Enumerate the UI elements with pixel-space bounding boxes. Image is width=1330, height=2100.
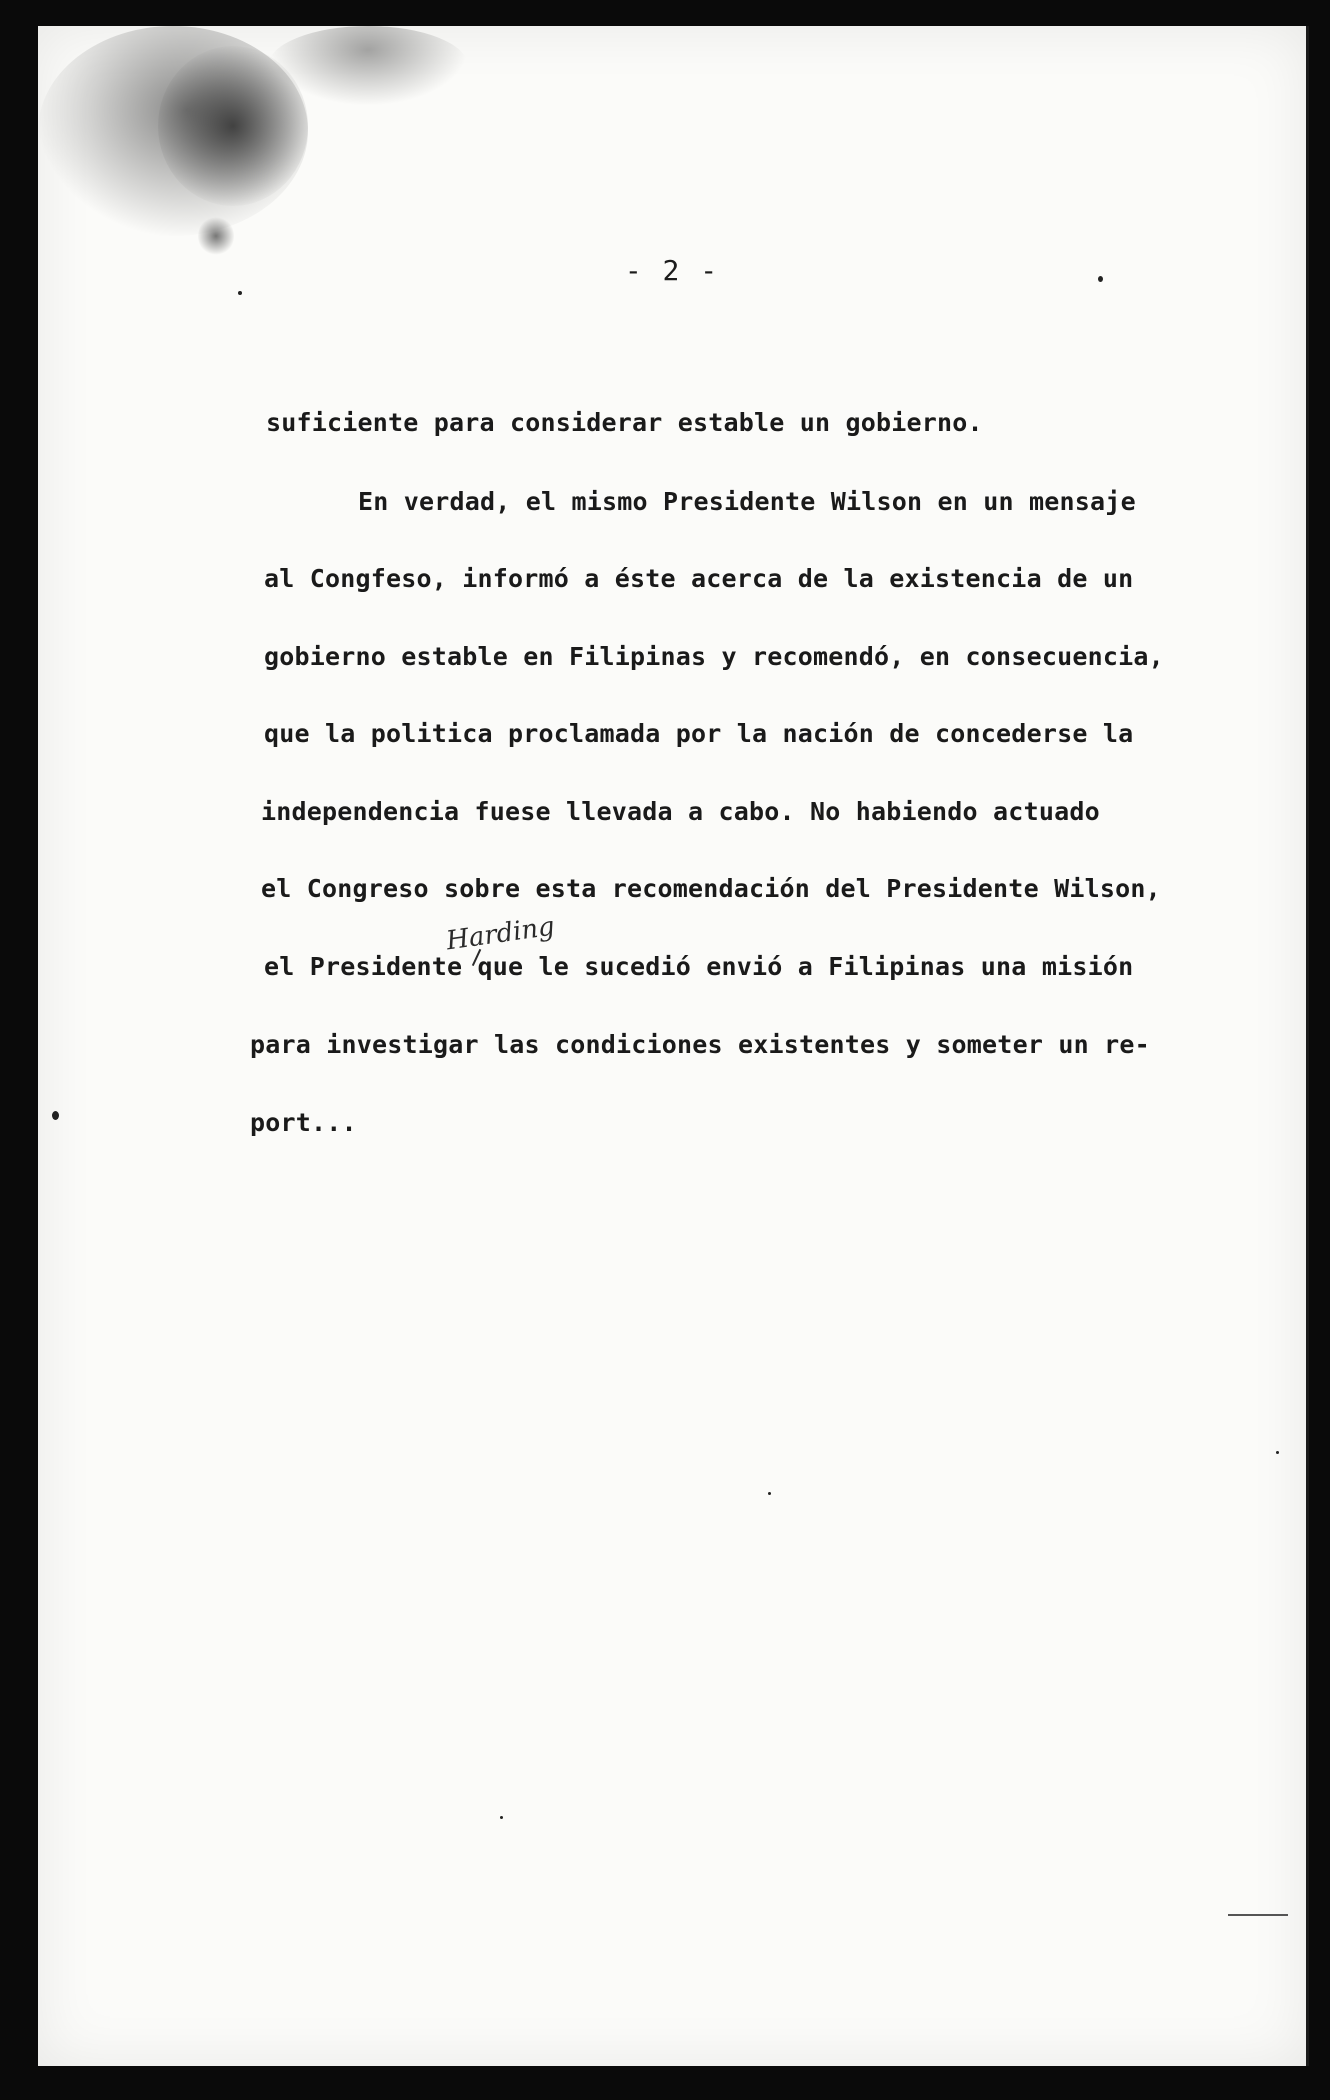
text-line: gobierno estable en Filipinas y recomendó, en consecuencia, (264, 642, 1164, 671)
page-number: - 2 - (624, 254, 720, 287)
text-line: En verdad, el mismo Presidente Wilson en un mensaje (358, 487, 1136, 516)
text-line: para investigar las condiciones existentes y someter un re- (250, 1030, 1150, 1059)
text-line: el Presidente que le sucedió envió a Filipinas una misión (264, 952, 1134, 981)
text-line: independencia fuese llevada a cabo. No habiendo actuado (261, 797, 1100, 826)
document-page (38, 26, 1309, 2066)
text-line: al Congfeso, informó a éste acerca de la existencia de un (264, 564, 1134, 593)
text-line: suficiente para considerar estable un gobierno. (266, 408, 983, 437)
handwritten-insertion: Harding (444, 911, 557, 957)
typed-text-body (38, 26, 1306, 2066)
text-line: el Congreso sobre esta recomendación del Presidente Wilson, (261, 874, 1161, 903)
text-line: que la politica proclamada por la nación de concederse la (264, 719, 1134, 748)
text-line: port... (250, 1108, 357, 1137)
